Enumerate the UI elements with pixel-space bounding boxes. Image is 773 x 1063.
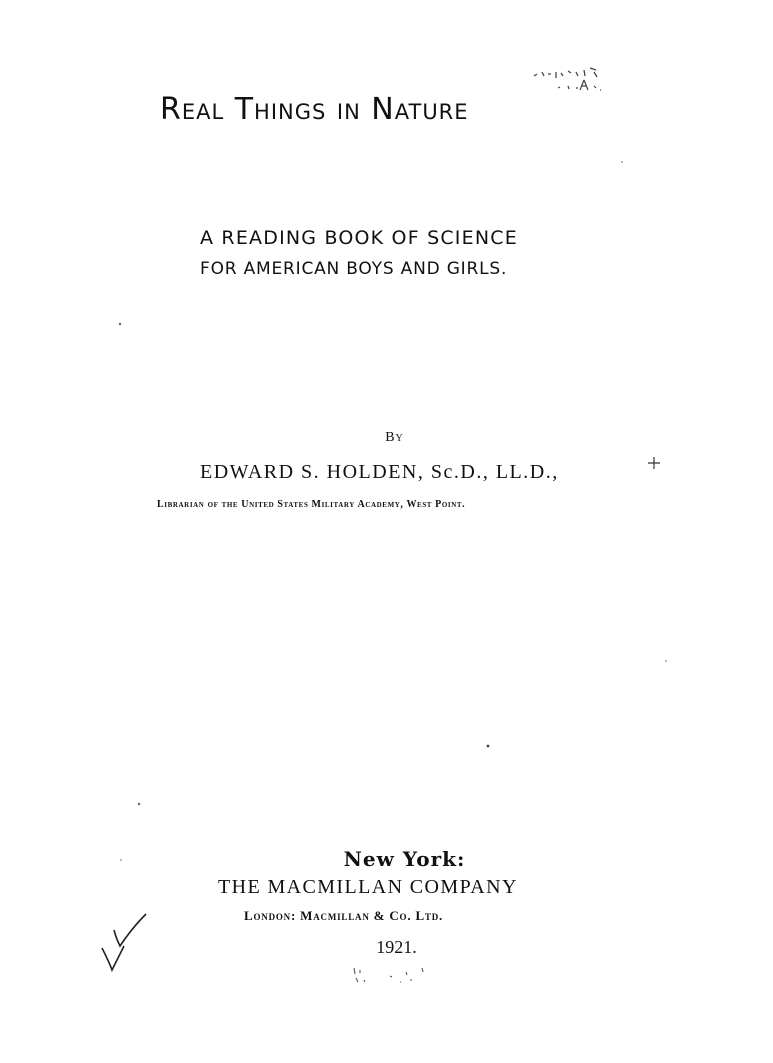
author-name: EDWARD S. HOLDEN, Sc.D., LL.D., xyxy=(200,461,559,483)
handwritten-check-mark xyxy=(98,912,150,974)
dust-dot xyxy=(118,322,122,326)
publication-year: 1921. xyxy=(376,937,417,957)
subtitle-line-1: A READING BOOK OF SCIENCE xyxy=(200,227,518,249)
stamp-specks xyxy=(350,962,440,992)
library-pencil-mark xyxy=(528,62,628,110)
dust-dot xyxy=(620,160,624,164)
cross-mark xyxy=(646,455,662,471)
dust-dot xyxy=(137,802,141,806)
by-label: By xyxy=(385,430,404,445)
subtitle-line-2: FOR AMERICAN BOYS AND GIRLS. xyxy=(200,259,508,279)
dust-dot xyxy=(119,858,123,862)
publisher-name: THE MACMILLAN COMPANY xyxy=(218,876,518,898)
book-title: Real Things in Nature xyxy=(160,92,469,127)
dust-dot xyxy=(664,659,668,663)
imprint-place: New York: xyxy=(343,847,466,871)
publisher-london: London: Macmillan & Co. Ltd. xyxy=(244,908,444,923)
author-affiliation: Librarian of the United States Military Academy, West Point. xyxy=(157,499,466,510)
dust-dot xyxy=(486,744,490,748)
